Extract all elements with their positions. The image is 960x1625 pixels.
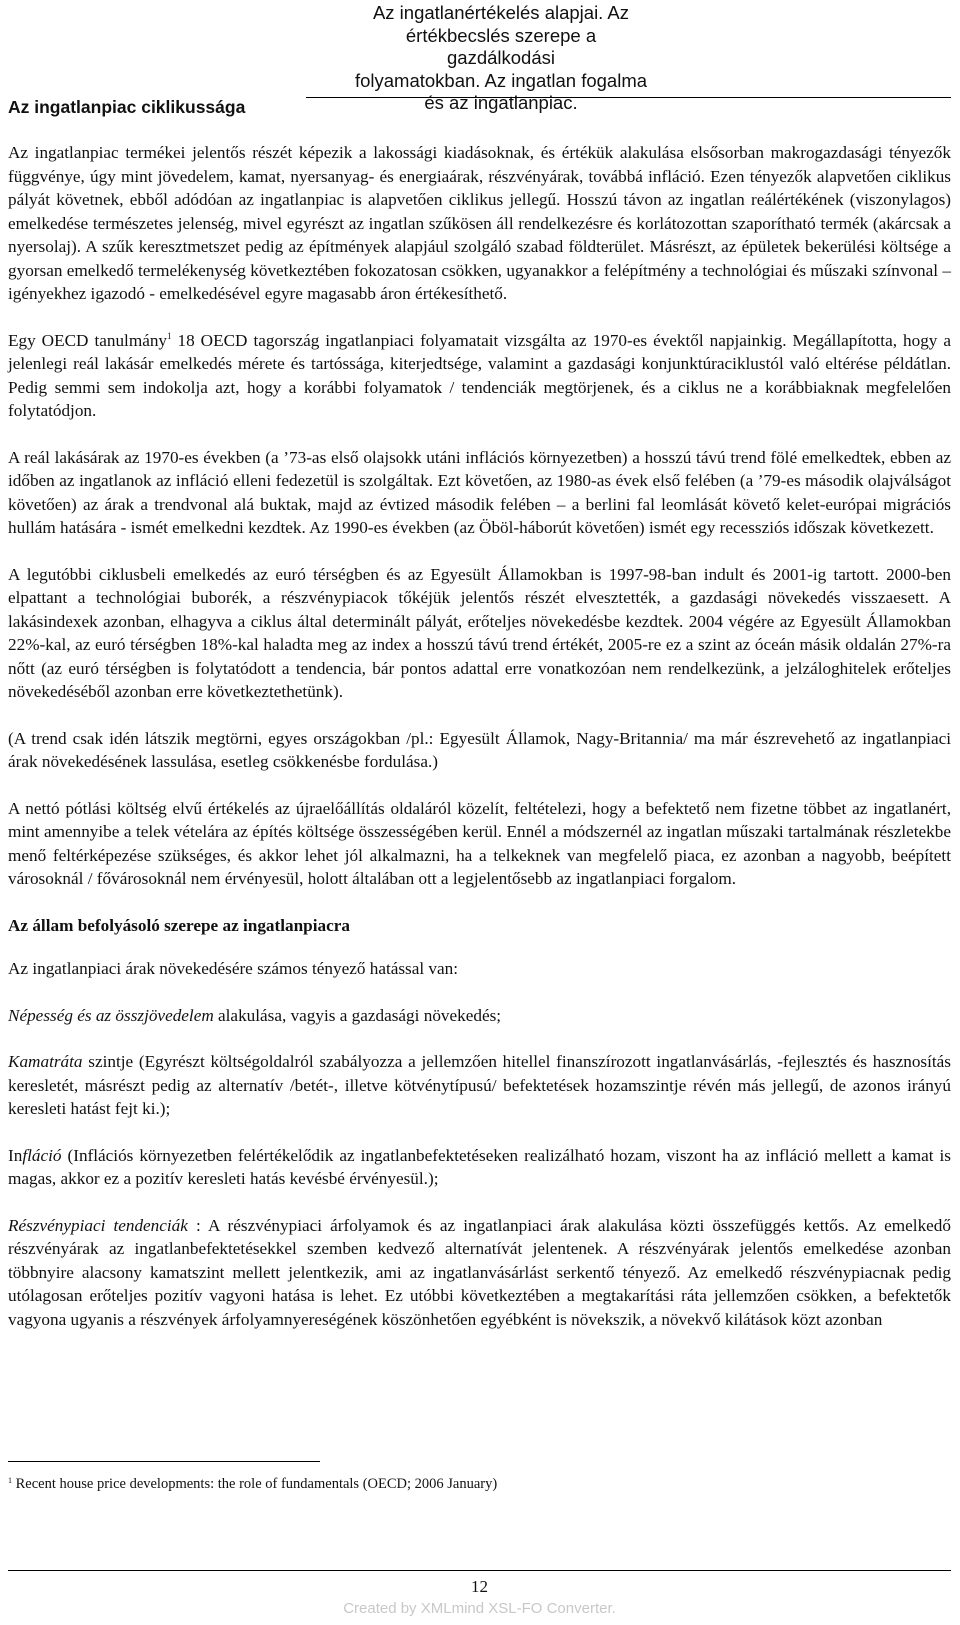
watermark-prefix: Created by — [343, 1600, 421, 1617]
factor-population-text: alakulása, vagyis a gazdasági növekedés; — [213, 1005, 502, 1025]
paragraph-latest-cycle: A legutóbbi ciklusbeli emelkedés az euró térségben és az Egyesült Államokban is 1997-98-ban indult és 2001-ig tartott. 2000-ben elpattant a technológiai buborék, a részvénypiacok tőkéjük jelentős részét elvesztették, a gazdasági növekedés visszaesett. A lakásindexek azonban, elhagyva a ciklus által determinált pályát, erőteljes növekedésbe kezdtek. 2004 végére az Egyesült Államokban 22%-kal, az euró térségben 18%-kal haladta meg az index a hosszú távú trend értékét, 2005-re ez a szint az óceán másik oldalán 27%-ra nőtt (az euró térségben is folytatódott a tendencia, bár pontos adattal erre vonatkozóan nem rendelkezünk, a jelzáloghitelek erőteljes növekedéséből azonban erre következtethetünk). — [8, 564, 951, 701]
factor-interest-rate-term: Kamatráta — [8, 1052, 83, 1071]
converter-watermark — [8, 1600, 951, 1617]
chapter-title-line: és az ingatlanpiac. — [424, 92, 578, 113]
footnote-mark: 1 — [8, 1476, 12, 1485]
footnote-reference[interactable]: 1 — [167, 330, 172, 341]
watermark-suffix: . — [611, 1600, 616, 1617]
factor-inflation-term: fláció — [22, 1145, 62, 1165]
factor-stock-market-term: Részvénypiaci tendenciák — [8, 1215, 188, 1235]
section-title: Az ingatlanpiac ciklikussága — [8, 97, 246, 117]
factor-interest-rate — [8, 1050, 951, 1121]
main-content — [8, 141, 951, 1354]
paragraph-factors-intro: Az ingatlanpiaci árak növekedésére számos tényező hatással van: — [8, 959, 459, 978]
factor-inflation-text: (Inflációs környezetben felértékelődik az ingatlanbefektetéseken realizálható hozam, viszont ha az infláció mellett a kamat is magas, akkor ez a pozitív keresleti hatás kevésbé érvényesül.); — [8, 1145, 951, 1188]
paragraph-oecd-start: Egy OECD tanulmány — [8, 330, 168, 350]
paragraph-real-prices: A reál lakásárak az 1970-es években (a ’73-as első olajsokk utáni inflációs környezetben) a hosszú távú trend fölé emelkedtek, ebben az időben az ingatlanok az infláció elleni fedezetül is szolgáltak. Ezt követően, az 1980-as évek első felében (a ’79-es második olajválságot követően) az árak a trendvonal alá buktak, majd az évtized második felében – a berlini fal leomlását követő kelet-európai migrációs hullám hatására - ismét emelkedni kezdtek. Az 1990-es években (az Öböl-háborút követően) ismét egy recessziós időszak következett. — [8, 447, 951, 537]
paragraph-oecd-study — [8, 329, 951, 423]
footnote-divider — [8, 1461, 320, 1462]
chapter-title-line: folyamatokban. Az ingatlan fogalma — [354, 69, 648, 91]
factor-stock-market — [8, 1214, 951, 1332]
chapter-title-line: értékbecslés szerepe a gazdálkodási — [405, 24, 597, 68]
chapter-title-line: Az ingatlanértékelés alapjai. Az — [372, 2, 630, 23]
factor-population-term: Népesség és az összjövedelem — [8, 1005, 214, 1025]
factor-inflation — [8, 1144, 951, 1191]
paragraph-trend-note: (A trend csak idén látszik megtörni, egyes országokban /pl.: Egyesült Államok, Nagy-Britannia/ ma már észrevehető az ingatlanpiaci árak növekedésének lassulása, esetleg csökkenésbe fordulása.) — [8, 728, 951, 771]
page-number: 12 — [471, 1577, 488, 1596]
paragraph-oecd-rest: 18 OECD tagország ingatlanpiaci folyamatait vizsgálta az 1970-es évektől napjainkig. Megállapította, hogy a jelenlegi reál lakásár emelkedés mérete és tartóssága, kiterjedtsége, valamint a gazdasági konjunktúraciklustól való eltérése példátlan. Pedig semmi sem indokolja azt, hogy a korábbi folyamatok / tendenciák megtörjenek, és a ciklus ne a korábbiaknak megfelelően folytatódjon. — [8, 330, 951, 420]
page-header — [8, 0, 951, 117]
paragraph-cyclicality: Az ingatlanpiac termékei jelentős részét képezik a lakossági kiadásoknak, és értékük alakulása elsősorban makrogazdasági tényezők függvénye, úgy mint jövedelem, kamat, nyersanyag- és energiaárak, részvényárak, továbbá infláció. Ezen tényezők alapvetően ciklikus pályát követnek, ebből adódóan az ingatlanpiac is alapvetően ciklikus jellegű. Hosszú távon az ingatlan reálértékének (viszonylagos) emelkedése természetes jelenség, mivel egyrészt az ingatlan szűkösen áll rendelkezésre és korlátozottan szaporítható termék (akárcsak a nyersolaj). A szűk keresztmetszet pedig az építmények alapjául szolgáló szabad földterület. Másrészt, az épületek bekerülési költsége a gyorsan emelkedő termelékenység következtében fokozatosan csökken, ugyanakkor a felépítmény a technológiai és műszaki színvonal – igényekhez igazodó - emelkedésével egyre magasabb áron értékesíthető. — [8, 143, 951, 303]
paragraph-replacement-cost: A nettó pótlási költség elvű értékelés az újraelőállítás oldaláról közelít, feltételezi, hogy a befektető nem fizetne többet az ingatlanért, mint amennyibe a telek vételára az építés költsége összességében kerül. Ennél a módszernél az ingatlan műszaki tartalmának részletekbe menő feltérképezése szükséges, és akkor lehet jól alkalmazni, ha a telkeknek van megfelelő piaca, ez azonban a nagyobb, beépített városoknál / fővárosoknál nem érvényesül, holott általában ott a legjelentősebb az ingatlanpiaci forgalom. — [8, 798, 951, 888]
factor-stock-market-text: : A részvénypiaci árfolyamok és az ingatlanpiaci árak alakulása közti összefüggés kettős. Az emelkedő részvényárak az ingatlanbefektetésekkel szemben kedvező alternatívát jelentenek. A részvényárak jelentős emelkedése azonban többnyire alacsony kamatszint mellett jelentkezik, ami az ingatlanvásárlást serkentő tényező. Az emelkedő részvénypiacnak pedig utólagosan erőteljes pozitív vagyoni hatása is lehet. Ez utóbbi következtében a megtakarítási ráta jellemzően csökken, a befektetők vagyona ugyanis a részvények árfolyamnyereségének köszönhetően egyébként is növekszik, a növekvő kilátások közt azonban — [8, 1215, 951, 1329]
subheading-state-role: Az állam befolyásoló szerepe az ingatlanpiacra — [8, 915, 350, 935]
factor-inflation-term-prefix: In — [8, 1145, 23, 1165]
footnote — [8, 1472, 497, 1493]
footer-divider — [8, 1570, 951, 1571]
factor-interest-rate-text: szintje (Egyrészt költségoldalról szabályozza a jellemzően hitellel finanszírozott ingatlanvásárlás, -fejlesztés és hasznosítás keresletét, másrészt pedig az alternatív /betét-, illetve kötvénytípusú/ befektetések hozamszintje révén más jellegű, de azonos irányú keresleti hatást fejt ki.); — [8, 1052, 951, 1118]
factor-population — [8, 1004, 951, 1028]
watermark-link[interactable]: XMLmind XSL-FO Converter — [420, 1600, 612, 1617]
header-divider — [306, 97, 951, 98]
document-page — [8, 0, 951, 1625]
footnote-text: Recent house price developments: the role of fundamentals (OECD; 2006 January) — [12, 1476, 498, 1492]
